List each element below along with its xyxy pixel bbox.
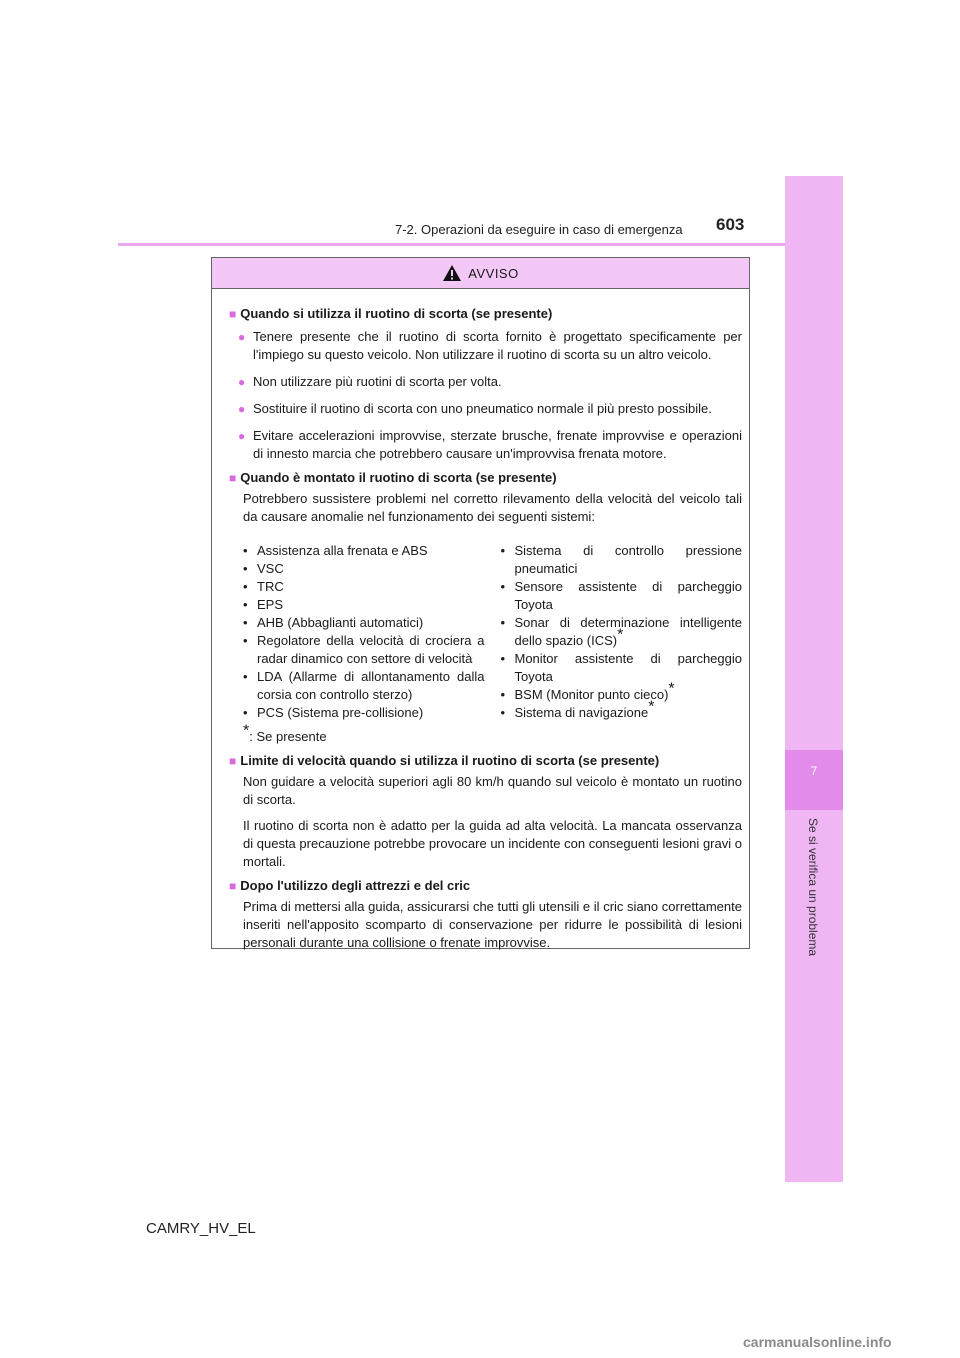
list-item: • Sistema di navigazione*	[500, 698, 655, 720]
footnote-marker: *	[668, 680, 675, 698]
footnote: *: Se presente	[243, 722, 327, 744]
list-item: • Assistenza alla frenata e ABS	[243, 543, 428, 558]
chapter-label: Se si verifica un problema	[806, 818, 820, 957]
chapter-number: 7	[810, 764, 818, 778]
systems-list-right	[485, 542, 743, 722]
list-item: • Sistema di controllo pressione pneumatici	[500, 543, 742, 576]
list-item: • TRC	[243, 579, 284, 594]
watermark: carmanualsonline.info	[743, 1334, 892, 1350]
page-number: 603	[716, 215, 745, 234]
list-item: ● Sostituire il ruotino di scorta con uno pneumatico normale il più presto possibile.	[238, 401, 712, 416]
list-item: • EPS	[243, 597, 284, 612]
circle-bullet-icon: ●	[238, 375, 246, 389]
document-code: CAMRY_HV_EL	[146, 1220, 256, 1237]
list-item: • Sensore assistente di parcheggio Toyota	[500, 579, 742, 612]
section-title: ■ Quando è montato il ruotino di scorta (se presente)	[229, 470, 557, 485]
square-bullet-icon: ■	[229, 754, 237, 768]
section-title: ■ Limite di velocità quando si utilizza il ruotino di scorta (se presente)	[229, 753, 660, 768]
square-bullet-icon: ■	[229, 307, 237, 321]
section-paragraph: Il ruotino di scorta non è adatto per la guida ad alta velocità. La mancata osservanza di questa precauzione potrebbe provocare un incidente con conseguenti lesioni gravi o mortali.	[243, 818, 742, 869]
header-rule	[118, 243, 785, 246]
systems-list	[229, 542, 742, 722]
list-item: • Monitor assistente di parcheggio Toyota	[500, 651, 742, 684]
section-title: ■ Dopo l'utilizzo degli attrezzi e del cric	[229, 878, 471, 893]
circle-bullet-icon: ●	[238, 330, 246, 344]
section-header: 7-2. Operazioni da eseguire in caso di emergenza	[395, 222, 683, 237]
systems-list-left	[243, 542, 485, 722]
warning-header	[212, 258, 749, 289]
circle-bullet-icon: ●	[238, 402, 246, 416]
list-item: ● Non utilizzare più ruotini di scorta per volta.	[238, 374, 502, 389]
list-item: • Regolatore della velocità di crociera a radar dinamico con settore di velocità	[243, 633, 485, 666]
list-item: • Sonar di determinazione intelligente dello spazio (ICS)*	[500, 615, 742, 648]
footnote-marker: *	[617, 626, 624, 644]
list-item: ● Evitare accelerazioni improvvise, sterzate brusche, frenate improvvise e operazioni di innesto marcia che potrebbero causare un'improvvisa frenata motore.	[238, 428, 742, 461]
warning-box	[211, 257, 750, 949]
footnote-marker: *	[648, 698, 655, 716]
warning-triangle-icon	[442, 264, 462, 282]
list-item: ● Tenere presente che il ruotino di scorta fornito è progettato specificamente per l'impiego su questo veicolo. Non utilizzare il ruotino di scorta su un altro veicolo.	[238, 329, 742, 362]
list-item: • AHB (Abbaglianti automatici)	[243, 615, 424, 630]
square-bullet-icon: ■	[229, 471, 237, 485]
section-paragraph: Prima di mettersi alla guida, assicurarsi che tutti gli utensili e il cric siano correttamente inseriti nell'apposito scomparto di conservazione per ridurre le possibilità di lesioni personali durante una collisione o frenate improvvise.	[243, 899, 742, 950]
warning-label: AVVISO	[468, 265, 519, 281]
section-text: Potrebbero sussistere problemi nel corretto rilevamento della velocità del veicolo tali da causare anomalie nel funzionamento dei seguenti sistemi:	[243, 491, 742, 524]
list-item: • LDA (Allarme di allontanamento dalla corsia con controllo sterzo)	[243, 669, 485, 702]
section-paragraph: Non guidare a velocità superiori agli 80 km/h quando sul veicolo è montato un ruotino di scorta.	[243, 774, 742, 807]
list-item: • BSM (Monitor punto cieco)*	[500, 680, 675, 702]
square-bullet-icon: ■	[229, 879, 237, 893]
circle-bullet-icon: ●	[238, 429, 246, 443]
side-chapter-marker	[785, 750, 843, 810]
list-item: • PCS (Sistema pre-collisione)	[243, 705, 424, 720]
section-title: ■ Quando si utilizza il ruotino di scorta (se presente)	[229, 306, 553, 321]
warning-body	[212, 289, 749, 952]
list-item: • VSC	[243, 561, 284, 576]
side-chapter-tab	[785, 176, 843, 1182]
